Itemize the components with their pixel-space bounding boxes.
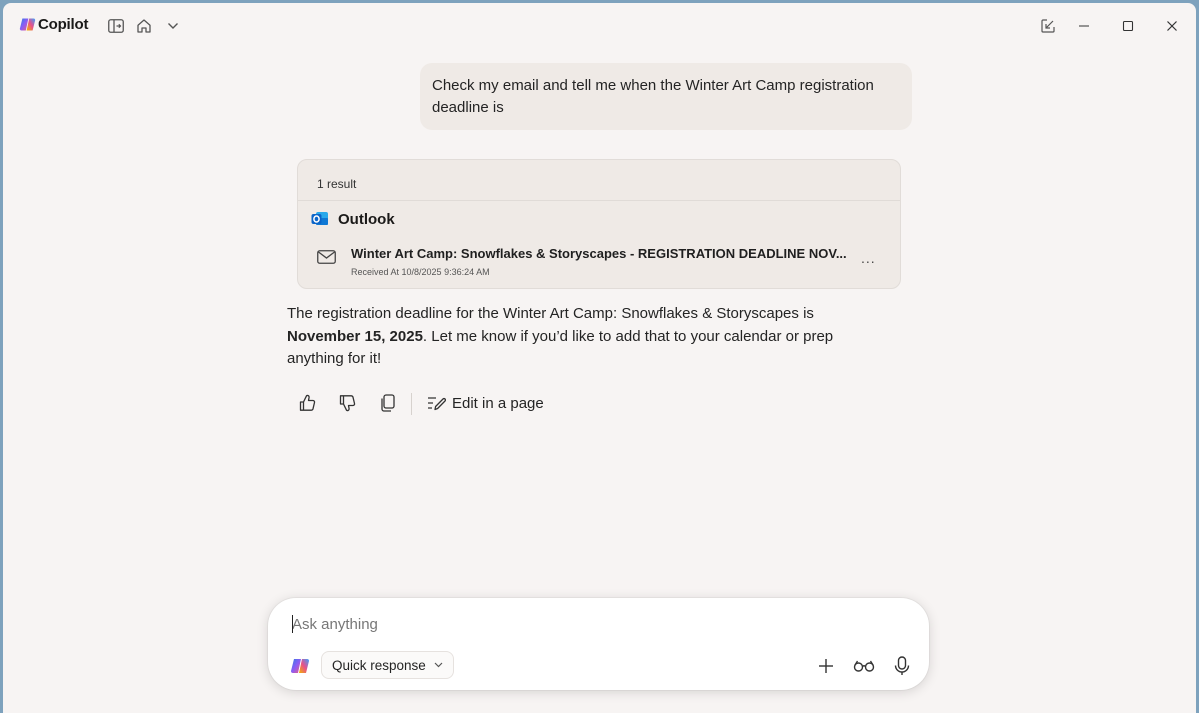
- sidebar-toggle-icon[interactable]: [106, 16, 126, 36]
- vision-button[interactable]: [852, 654, 876, 678]
- response-deadline-date: November 15, 2025: [287, 327, 423, 345]
- chevron-down-icon: [434, 662, 443, 668]
- user-message: Check my email and tell me when the Winter Art Camp registration deadline is: [420, 63, 912, 130]
- copilot-window: [3, 3, 1196, 713]
- ask-input[interactable]: [292, 612, 892, 636]
- home-icon[interactable]: [134, 16, 154, 36]
- response-text-end: . Let me know if you’d like to add that to your calendar or prep anything for it!: [287, 327, 834, 367]
- outlook-icon: [311, 211, 329, 227]
- copilot-mode-icon: [290, 656, 310, 676]
- close-icon[interactable]: [1162, 16, 1182, 36]
- maximize-icon[interactable]: [1118, 16, 1138, 36]
- thumbs-up-button[interactable]: [295, 391, 319, 415]
- divider: [298, 200, 900, 201]
- thumbs-up-icon: [298, 394, 316, 412]
- result-count: 1 result: [317, 177, 357, 191]
- email-subject-link[interactable]: Winter Art Camp: Snowflakes & Storyscapes - REGISTRATION DEADLINE NOV...: [351, 246, 847, 261]
- microphone-icon: [894, 656, 910, 676]
- more-options-button[interactable]: ...: [861, 250, 876, 266]
- chevron-down-icon[interactable]: [163, 16, 183, 36]
- response-mode-label: Quick response: [332, 657, 426, 673]
- search-results-card: [297, 159, 901, 289]
- edit-in-page-label: Edit in a page: [452, 394, 544, 412]
- copilot-logo-icon: [19, 16, 36, 33]
- email-received-time: Received At 10/8/2025 9:36:24 AM: [351, 267, 490, 277]
- minimize-icon[interactable]: [1074, 16, 1094, 36]
- thumbs-down-icon: [338, 394, 356, 412]
- microphone-button[interactable]: [890, 654, 914, 678]
- response-text-start: The registration deadline for the Winter Art Camp: Snowflakes & Storyscapes is: [287, 305, 814, 322]
- response-mode-dropdown[interactable]: [321, 651, 454, 679]
- source-label: Outlook: [338, 211, 395, 228]
- app-title: Copilot: [38, 16, 89, 33]
- edit-page-icon: [426, 394, 446, 412]
- copy-button[interactable]: [376, 391, 400, 415]
- add-button[interactable]: [814, 654, 838, 678]
- pop-out-icon[interactable]: [1038, 16, 1058, 36]
- thumbs-down-button[interactable]: [335, 391, 359, 415]
- title-bar: [3, 3, 1196, 49]
- glasses-icon: [853, 659, 875, 673]
- assistant-response: [287, 303, 887, 371]
- composer: [268, 598, 929, 690]
- edit-in-page-button[interactable]: [426, 391, 544, 415]
- actions-separator: [411, 393, 412, 415]
- plus-icon: [818, 658, 834, 674]
- mail-icon: [317, 250, 336, 264]
- text-caret: [292, 615, 293, 633]
- copy-icon: [380, 394, 396, 412]
